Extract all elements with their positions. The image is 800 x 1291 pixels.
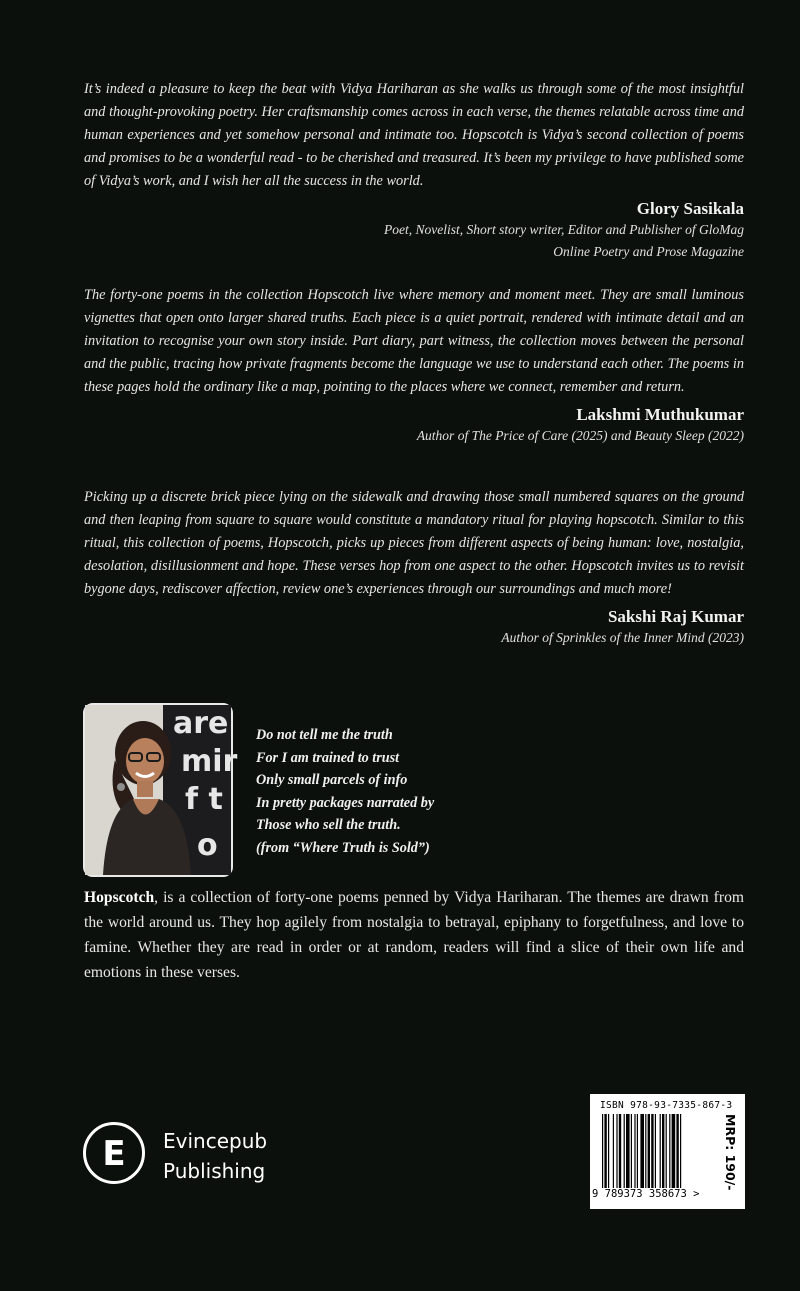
poem-excerpt — [256, 724, 434, 859]
photo-sign-text: are — [173, 706, 229, 741]
poem-line: Those who sell the truth. — [256, 817, 401, 833]
author-portrait-illustration — [85, 705, 238, 875]
reviewer-name: Glory Sasikala — [636, 199, 744, 218]
review-lakshmi-muthukumar — [84, 284, 744, 447]
barcode-digits: 9 789373 358673 > — [592, 1188, 700, 1200]
svg-text:E: E — [102, 1134, 126, 1174]
review-text: It’s indeed a pleasure to keep the beat with Vidya Hariharan as she walks us through some of the most insightful and thought-provoking poetry. Her craftsmanship comes across in each verse, the themes relatable across time and human experiences and yet somehow personal and intimate too. Hopscotch is Vidya’s second collection of poems and promises to be a wonderful read - to be cherished and treasured. It’s been my privilege to have published some of Vidya’s work, and I wish her all the success in the world. — [84, 81, 744, 189]
reviewer-name: Sakshi Raj Kumar — [607, 607, 744, 626]
barcode-bars — [602, 1114, 714, 1188]
e-letter-icon — [86, 1125, 142, 1181]
book-title: Hopscotch — [84, 889, 155, 906]
review-text: Picking up a discrete brick piece lying on the sidewalk and drawing those small numbered squares on the ground and then leaping from square to square would constitute a mandatory ritual for playing hopscotch. Similar to this ritual, this collection of poems, Hopscotch, picks up pieces from different aspects of being human: love, nostalgia, desolation, disillusionment and hope. These verses hop from one aspect to the other. Hopscotch invites us to revisit bygone days, rediscover affection, review one’s experiences through our surroundings and much more! — [84, 489, 744, 597]
poem-line: In pretty packages narrated by — [256, 794, 435, 811]
publisher-logo — [83, 1120, 303, 1195]
photo-sign-text: mir — [181, 744, 238, 779]
publisher-logo-circle-icon — [83, 1122, 145, 1184]
publisher-name-line1: Evincepub — [163, 1129, 268, 1153]
review-text: The forty-one poems in the collection Hopscotch live where memory and moment meet. They are small luminous vignettes that open onto larger shared truths. Each piece is a quiet portrait, rendered with intimate detail and an invitation to recognise your own story inside. Part diary, part witness, the collection moves between the personal and the public, tracing how private fragments become the language we use to understand each other. The poems in these pages hold the ordinary like a map, pointing to the places where we connect, remember and return. — [84, 287, 744, 395]
isbn-label: ISBN 978-93-7335-867-3 — [600, 1100, 733, 1111]
reviewer-name: Lakshmi Muthukumar — [576, 405, 744, 424]
reviewer-credit-line: Author of The Price of Care (2025) and Beauty Sleep (2022) — [416, 428, 744, 443]
reviewer-credit-line: Author of Sprinkles of the Inner Mind (2023) — [501, 630, 744, 645]
review-sakshi-raj-kumar — [84, 486, 744, 649]
poem-line: For I am trained to trust — [256, 749, 400, 766]
blurb-text: , is a collection of forty-one poems penned by Vidya Hariharan. The themes are drawn from the world around us. They hop agilely from nostalgia to betrayal, epiphany to forgetfulness, and love to famine. Whether they are read in order or at random, readers will find a slice of their own life and emotions in these verses. — [84, 889, 744, 981]
reviewer-credit-line: Poet, Novelist, Short story writer, Editor and Publisher of GloMag — [384, 222, 744, 237]
book-blurb — [84, 885, 744, 985]
price-label: MRP: 190/- — [723, 1114, 738, 1191]
publisher-name — [163, 1126, 267, 1186]
poem-line: Do not tell me the truth — [256, 727, 393, 743]
poem-source: (from “Where Truth is Sold”) — [256, 839, 430, 856]
photo-sign-text: o — [197, 828, 218, 863]
publisher-name-line2: Publishing — [163, 1159, 266, 1183]
review-glory-sasikala — [84, 78, 744, 263]
isbn-barcode — [590, 1094, 745, 1209]
reviewer-credit-line: Online Poetry and Prose Magazine — [553, 244, 744, 259]
poem-line: Only small parcels of info — [256, 772, 408, 788]
author-photo — [83, 703, 238, 877]
photo-sign-text: f t — [185, 782, 223, 817]
